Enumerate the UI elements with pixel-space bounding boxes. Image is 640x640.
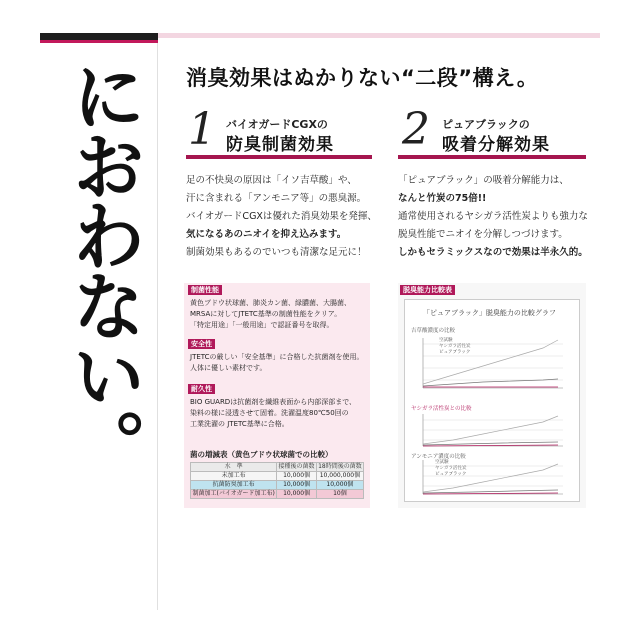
deodor-sub3: アンモニア濃度の比較 <box>411 454 466 460</box>
spec3-line: 工業洗濯の JTETC基準に合格。 <box>190 420 289 428</box>
block2-subtitle: ピュアブラックの <box>442 118 530 131</box>
legend-item: ピュアブラック <box>435 472 467 477</box>
deodor-badge: 脱臭能力比較表 <box>400 285 455 295</box>
deodor-card <box>404 299 580 502</box>
block1-subtitle: バイオガードCGXの <box>226 118 328 131</box>
table-header: 接種後の菌数 <box>278 463 315 470</box>
deodor-sub2: ヤシガラ活性炭との比較 <box>411 406 472 412</box>
block2-title: 吸着分解効果 <box>442 135 550 155</box>
top-pink-line <box>158 33 600 38</box>
table-cell: 10,000個 <box>316 481 363 490</box>
spec2-line: 人体に優しい素材です。 <box>190 364 267 372</box>
legend-item: ヤシガラ活性炭 <box>435 466 467 471</box>
block2-body <box>398 172 588 262</box>
table-row <box>191 490 364 499</box>
deodor-mini-chart-2 <box>413 412 573 450</box>
legend-item: 空試験 <box>439 338 453 343</box>
deodor-panel <box>398 283 586 508</box>
table-header-row <box>191 463 364 472</box>
block2-line: 「ピュアブラック」の吸着分解能力は、 <box>398 175 569 186</box>
table-cell: 10,000個 <box>277 472 316 481</box>
deodor-sub1: 吉草酸濃度の比較 <box>411 328 456 334</box>
block1-body <box>186 172 377 262</box>
deodor-card-title: 「ピュアブラック」脱臭能力の比較グラフ <box>423 309 556 317</box>
spec1-text <box>190 298 351 331</box>
table-cell: 抗菌防臭加工布 <box>191 481 277 490</box>
table-cell: 10,000個 <box>277 490 316 499</box>
block1-line: 足の不快臭の原因は「イソ吉草酸」や、 <box>186 175 357 186</box>
block2-line: 通常使用されるヤシガラ活性炭よりも強力な <box>398 211 588 222</box>
bacteria-table <box>190 462 364 499</box>
spec-panel <box>184 283 370 508</box>
legend-item: 空試験 <box>435 460 449 465</box>
block1-line: 制菌効果もあるのでいつも清潔な足元に！ <box>186 247 367 258</box>
block2-rule <box>398 155 586 159</box>
table-header: 18時間後の菌数 <box>318 463 362 470</box>
table-cell: 未加工布 <box>191 472 277 481</box>
spec1-line: MRSAに対してJTETC基準の制菌性能をクリア。 <box>190 310 342 318</box>
deodor-mini-chart-3 <box>413 458 573 498</box>
spec1-badge: 制菌性能 <box>188 285 222 295</box>
top-dark-bar <box>40 33 158 40</box>
block2-line: 脱臭性能でニオイを分解しつづけます。 <box>398 229 568 240</box>
table-cell: 制菌加工(バイオガード加工布) <box>192 490 275 497</box>
spec3-badge: 耐久性 <box>188 384 215 394</box>
block2-number: 2 <box>402 104 430 155</box>
spec1-line: 黄色ブドウ状球菌、肺炎カン菌、緑膿菌、大腸菌、 <box>190 299 351 307</box>
spec3-line: BIO GUARDは抗菌剤を繊維表面から内部深部まで、 <box>190 398 357 406</box>
table-header: 水 準 <box>191 463 277 472</box>
spec1-line: 「特定用途」「一般用途」で認証番号を取得。 <box>190 321 334 329</box>
spec3-text <box>190 397 356 430</box>
block1-line: 汗に含まれる「アンモニア等」の悪臭源。 <box>186 193 367 204</box>
block2-line: しかもセラミックスなので効果は半永久的。 <box>398 247 588 258</box>
spec3-line: 染料の様に浸透させて固着。洗濯温度80℃50回の <box>190 409 349 417</box>
legend-item: ピュアブラック <box>439 350 471 355</box>
table-title: 菌の増減表（黄色ブドウ状球菌での比較） <box>190 450 333 459</box>
deodor-mini-chart-1 <box>413 334 573 394</box>
spec2-text <box>190 352 364 374</box>
block1-number: 1 <box>188 104 216 155</box>
block1-rule <box>186 155 372 159</box>
table-cell: 10個 <box>316 490 363 499</box>
block1-line: バイオガードCGXは優れた消臭効果を発揮、 <box>186 211 377 222</box>
headline: 消臭効果はぬかりない“二段”構え。 <box>186 66 539 90</box>
spec2-line: JTETCの厳しい「安全基準」に合格した抗菌剤を使用。 <box>190 353 364 361</box>
block2-line: なんと竹炭の75倍!! <box>398 193 487 204</box>
spec2-badge: 安全性 <box>188 339 215 349</box>
table-row <box>191 472 364 481</box>
table-row <box>191 481 364 490</box>
block1-title: 防臭制菌効果 <box>226 135 334 155</box>
legend-item: ヤシガラ活性炭 <box>439 344 471 349</box>
table-cell: 10,000個 <box>277 481 316 490</box>
block1-line: 気になるあのニオイを抑え込みます。 <box>186 229 347 240</box>
table-cell: 10,000,000個 <box>316 472 363 481</box>
vertical-title: におわない。 <box>60 58 146 478</box>
